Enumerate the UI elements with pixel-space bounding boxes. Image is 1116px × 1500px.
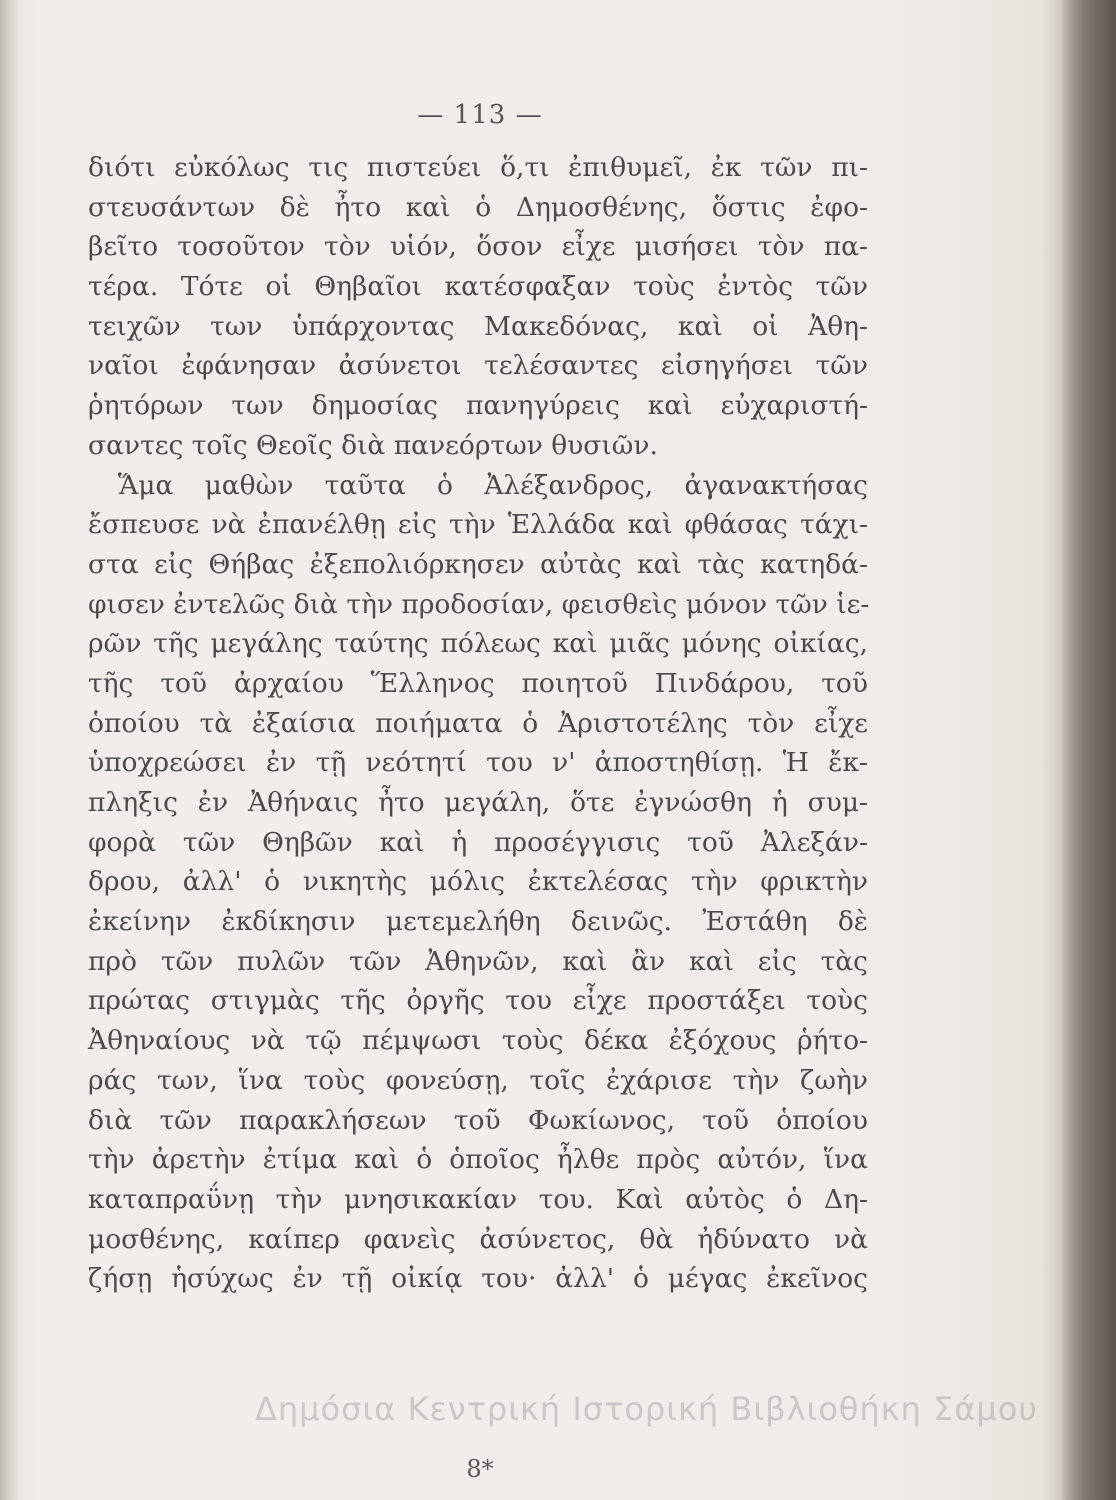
text-line: φορὰ τῶν Θηβῶν καὶ ἡ προσέγγισις τοῦ Ἀλεξάν- — [88, 826, 868, 858]
text-line: ῥητόρων των δημοσίας πανηγύρεις καὶ εὐχαριστή- — [88, 390, 868, 422]
text-line: στευσάντων δὲ ἦτο καὶ ὁ Δημοσθένης, ὅστις ἐφο- — [88, 191, 868, 223]
text-line: καταπραΰνῃ τὴν μνησικακίαν του. Καὶ αὐτὸς ὁ Δη- — [88, 1183, 868, 1215]
text-line: ράς των, ἵνα τοὺς φονεύσῃ, τοῖς ἐχάρισε τὴν ζωὴν — [88, 1064, 868, 1096]
text-line: ζήσῃ ἡσύχως ἐν τῇ οἰκίᾳ του· ἀλλ' ὁ μέγας ἐκεῖνος — [88, 1263, 868, 1295]
text-line: σαντες τοῖς Θεοῖς διὰ πανεόρτων θυσιῶν. — [88, 429, 658, 461]
text-line: ἐκείνην ἐκδίκησιν μετεμελήθη δεινῶς. Ἐστάθη δὲ — [88, 906, 868, 938]
text-line: Ἅμα μαθὼν ταῦτα ὁ Ἀλέξανδρος, ἀγανακτήσας — [118, 469, 868, 501]
text-line: πληξις ἐν Ἀθήναις ἦτο μεγάλη, ὅτε ἐγνώσθη ἡ συμ- — [88, 787, 868, 818]
text-line: ρῶν τῆς μεγάλης ταύτης πόλεως καὶ μιᾶς μόνης οἰκίας, — [88, 628, 868, 660]
text-line: τέρα. Τότε οἱ Θηβαῖοι κατέσφαξαν τοὺς ἐντὸς τῶν — [88, 271, 868, 303]
text-line: μοσθένης, καίπερ φανεὶς ἀσύνετος, θὰ ἠδύνατο νὰ — [88, 1223, 868, 1255]
text-line: δρου, ἀλλ' ὁ νικητὴς μόλις ἐκτελέσας τὴν φρικτὴν — [88, 866, 868, 898]
text-line: ναῖοι ἐφάνησαν ἀσύνετοι τελέσαντες εἰσηγήσει τῶν — [88, 350, 868, 382]
text-line: Ἀθηναίους νὰ τῷ πέμψωσι τοὺς δέκα ἐξόχους ῥήτο- — [88, 1025, 868, 1057]
text-line: στα εἰς Θήβας ἐξεπολιόρκησεν αὐτὰς καὶ τὰς κατηδά- — [88, 548, 868, 580]
text-line: ὑποχρεώσει ἐν τῇ νεότητί του ν' ἀποστηθίσῃ. Ἡ ἔκ- — [88, 747, 868, 779]
text-line: τὴν ἀρετὴν ἐτίμα καὶ ὁ ὁποῖος ἦλθε πρὸς αὐτόν, ἵνα — [88, 1144, 868, 1176]
signature-mark: 8* — [466, 1455, 494, 1483]
page-number: — 113 — — [417, 100, 543, 130]
text-line: ἔσπευσε νὰ ἐπανέλθῃ εἰς τὴν Ἑλλάδα καὶ φθάσας τάχι- — [88, 509, 868, 541]
text-line: φισεν ἐντελῶς διὰ τὴν προδοσίαν, φεισθεὶς μόνον τῶν ἱε- — [88, 588, 870, 620]
text-line: διὰ τῶν παρακλήσεων τοῦ Φωκίωνος, τοῦ ὁποίου — [88, 1104, 868, 1136]
left-page-edge — [0, 0, 18, 1500]
text-line: ὁποίου τὰ ἐξαίσια ποιήματα ὁ Ἀριστοτέλης τὸν εἶχε — [88, 707, 868, 739]
library-watermark: Δημόσια Κεντρική Ιστορική Βιβλιοθήκη Σάμου — [255, 1390, 1038, 1428]
text-line: πρώτας στιγμὰς τῆς ὀργῆς του εἶχε προστάξει τοὺς — [88, 985, 868, 1017]
text-line: πρὸ τῶν πυλῶν τῶν Ἀθηνῶν, καὶ ἂν καὶ εἰς τὰς — [88, 945, 868, 977]
text-line: τειχῶν των ὑπάρχοντας Μακεδόνας, καὶ οἱ Ἀθη- — [88, 310, 868, 342]
body-text — [88, 148, 868, 1299]
book-spine-edge — [1062, 0, 1116, 1500]
text-line: βεῖτο τοσοῦτον τὸν υἱόν, ὅσον εἶχε μισήσει τὸν πα- — [88, 231, 868, 263]
text-line: διότι εὐκόλως τις πιστεύει ὅ,τι ἐπιθυμεῖ, ἐκ τῶν πι- — [88, 152, 868, 183]
text-line: τῆς τοῦ ἀρχαίου Ἕλληνος ποιητοῦ Πινδάρου, τοῦ — [88, 667, 868, 699]
